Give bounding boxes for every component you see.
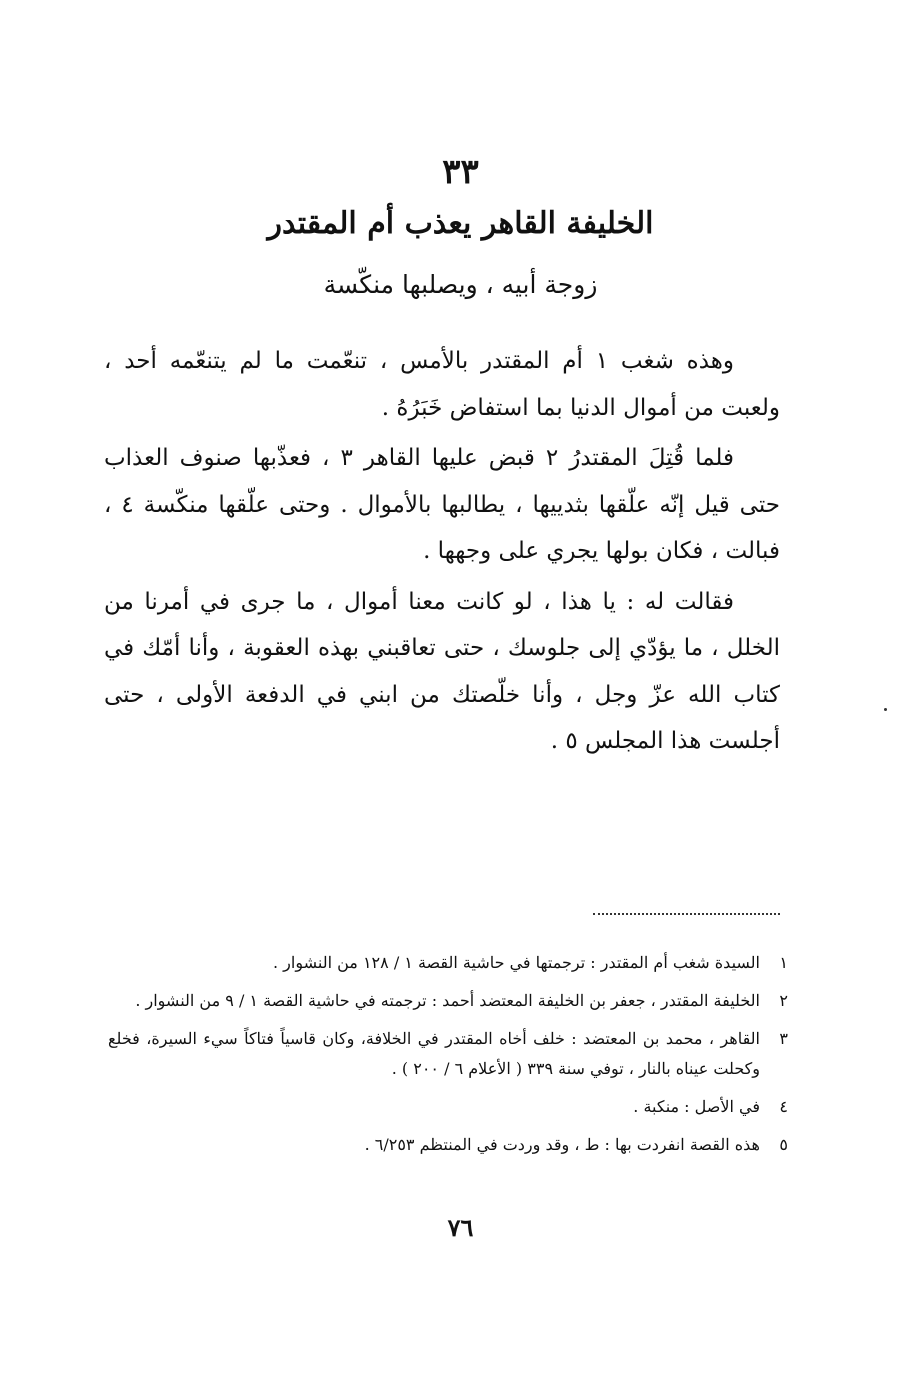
footnote-number: ٣ [779,1029,788,1048]
footnote-separator [593,913,780,915]
footnote-number: ٥ [779,1135,788,1154]
page-number: ٧٦ [447,1213,474,1242]
footnote-number: ١ [779,953,788,972]
footnote [108,986,788,1016]
story-subtitle: زوجة أبيه ، ويصلبها منكّسة [323,270,598,299]
footnote-text: في الأصل : منكبة . [633,1097,760,1116]
story-number: ٣٣ [442,152,479,192]
story-title: الخليفة القاهر يعذب أم المقتدر [267,206,654,241]
body-paragraph: فلما قُتِلَ المقتدرُ ٢ قبض عليها القاهر ٣ ، فعذّبها صنوف العذاب حتى قيل إنّه علّقها بثدييها ، يطالبها بالأموال . وحتى علّقها منكّسة ٤ ، فبالت ، فكان بولها يجري على وجهها . [104,445,781,564]
footnote-text: السيدة شغب أم المقتدر : ترجمتها في حاشية القصة ١ / ١٢٨ من النشوار . [273,953,760,972]
body-paragraph: فقالت له : يا هذا ، لو كانت معنا أموال ، ما جرى في أمرنا من الخلل ، ما يؤدّي إلى جلوسك ، حتى تعاقبني بهذه العقوبة ، وأنا أمّك في كتاب الله عزّ وجل ، وأنا خلّصتك من ابني في الدفعة الأولى ، حتى أجلست هذا المجلس ٥ . [104,588,780,754]
footnote [108,1092,788,1122]
story-body [104,338,780,769]
body-paragraph: وهذه شغب ١ أم المقتدر بالأمس ، تنعّمت ما لم يتنعّمه أحد ، ولعبت من أموال الدنيا بما استفاض خَبَرُهُ . [104,348,780,421]
footnote-text: الخليفة المقتدر ، جعفر بن الخليفة المعتضد أحمد : ترجمته في حاشية القصة ١ / ٩ من النشوار . [135,991,760,1010]
footnote [108,1024,788,1084]
footnote [108,1130,788,1160]
footnote-number: ٤ [779,1097,788,1116]
footnote-text: هذه القصة انفردت بها : ط ، وقد وردت في المنتظم ٦/٢٥٣ . [364,1135,760,1154]
footnote [108,948,788,978]
footnotes [108,948,788,1168]
footnote-number: ٢ [779,991,788,1010]
scan-speck [884,708,887,711]
footnote-text: القاهر ، محمد بن المعتضد : خلف أخاه المقتدر في الخلافة، وكان قاسياً فتاكاً سيء السيرة، فخلع وكحلت عيناه بالنار ، توفي سنة ٣٣٩ ( الأعلام ٦ / ٢٠٠ ) . [108,1029,760,1078]
